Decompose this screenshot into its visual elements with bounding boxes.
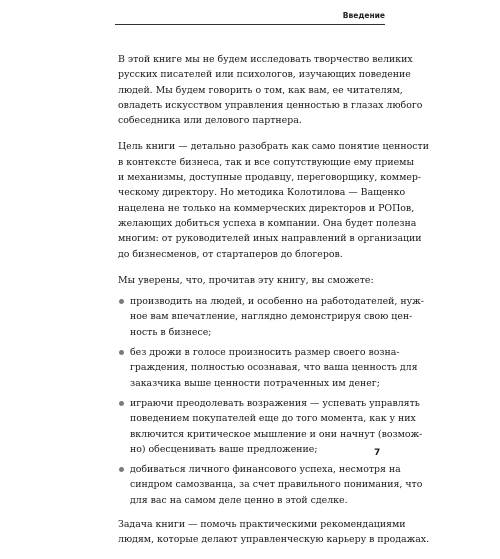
text-line: Цель книги — детально разобрать как само понятие ценности	[118, 141, 429, 153]
paragraph-task	[118, 517, 430, 548]
page-number: 7	[374, 448, 381, 458]
text-line: Мы уверены, что, прочитав эту книгу, вы сможете:	[118, 274, 374, 286]
bullet-icon	[119, 467, 124, 472]
text-line: Задача книги — помочь практическими рекомендациями	[118, 519, 406, 531]
paragraph-lead-in	[118, 273, 384, 288]
text-line: поведением покупателей еще до того момента, как у них	[130, 413, 416, 425]
text-line: собеседника или делового партнера.	[118, 115, 302, 127]
text-line: нацелена не только на коммерческих директоров и РОПов,	[118, 202, 415, 214]
text-line: В этой книге мы не будем исследовать творчество великих	[118, 54, 413, 65]
text-line: желающих добиться успеха в компании. Она будет полезна	[118, 217, 417, 229]
running-head: Введение	[342, 11, 385, 20]
text-line: ческому директору. Но методика Колотилова — Ващенко	[118, 187, 406, 199]
benefits-list	[118, 294, 424, 508]
text-line: русских писателей или психологов, изучающих поведение	[118, 69, 411, 81]
text-line: но) обесценивать ваше предложение;	[130, 443, 318, 455]
header-rule	[115, 24, 385, 25]
text-line: синдром самозванца, за счет правильного понимания, что	[130, 479, 423, 491]
bullet-icon	[119, 350, 124, 355]
text-line: овладеть искусством управления ценностью в глазах любого	[118, 99, 423, 111]
text-line: добиваться личного финансового успеха, несмотря на	[130, 464, 401, 476]
text-line: включится критическое мышление и они начнут (возмож-	[130, 428, 423, 440]
list-item	[118, 345, 418, 391]
list-item	[118, 396, 423, 457]
text-line: и механизмы, доступные продавцу, переговорщику, коммер-	[118, 172, 422, 184]
text-line: производить на людей, и особенно на работодателей, нуж-	[130, 296, 424, 308]
list-item	[118, 462, 423, 508]
text-line: людей. Мы будем говорить о том, как вам, ее читателям,	[118, 84, 403, 96]
body-text	[118, 52, 430, 559]
list-item	[118, 294, 424, 340]
paragraph-goal	[118, 139, 429, 261]
text-line: ное вам впечатление, наглядно демонстрируя свою цен-	[130, 311, 413, 323]
text-line: ность в бизнесе;	[130, 326, 212, 338]
text-line: заказчика выше ценности потраченных им денег;	[130, 377, 380, 389]
text-line: граждения, полностью осознавая, что ваша ценность для	[130, 362, 418, 374]
text-line: для вас на самом деле ценно в этой сделке.	[130, 494, 348, 506]
bullet-icon	[119, 299, 124, 304]
paragraph-intro	[118, 52, 423, 128]
bullet-icon	[119, 401, 124, 406]
text-line: многим: от руководителей иных направлений в организации	[118, 233, 422, 245]
text-line: людям, которые делают управленческую карьеру в продажах.	[118, 534, 430, 546]
text-line: без дрожи в голосе произносить размер своего возна-	[130, 347, 400, 359]
text-line: в контексте бизнеса, так и все сопутствующие ему приемы	[118, 156, 414, 168]
text-line: играючи преодолевать возражения — успевать управлять	[130, 397, 420, 409]
text-line: до бизнесменов, от стартаперов до блогеров.	[118, 248, 343, 260]
